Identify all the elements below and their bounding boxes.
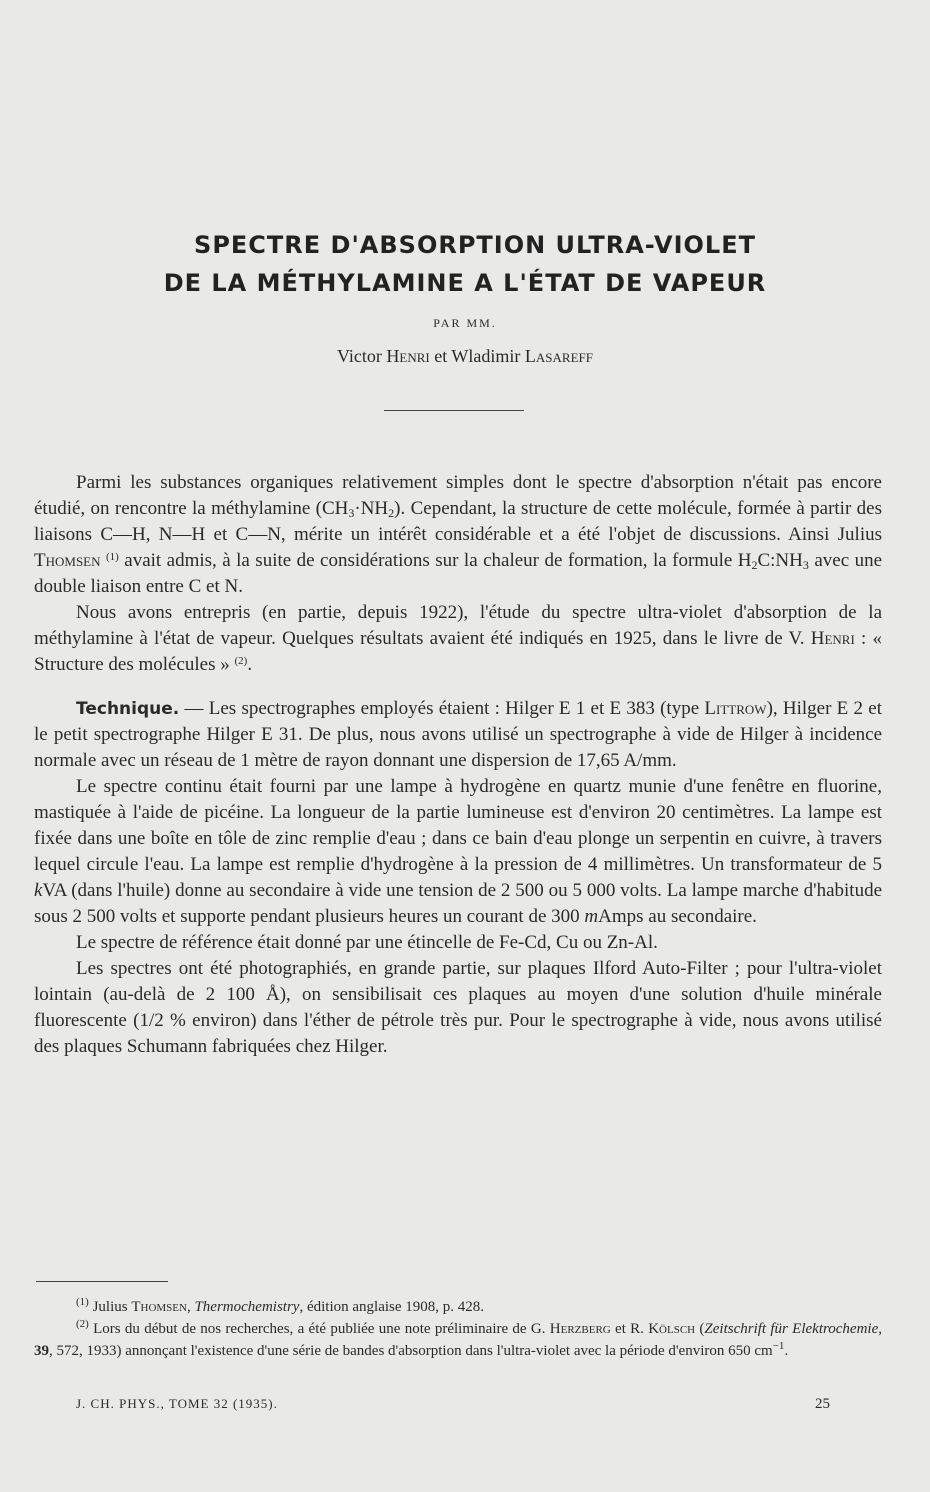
footnote-ref-2: (2) [234, 655, 248, 667]
footnote-2: $^{(2)}$ Lors du début de nos recherches, a été publiée une note préliminaire de G. Herzberg et R. Kölsch (Zeitschrift für Elektrochemie, 39, 572, 1933) annonçant l'existence d'une série de bandes d'absorption dans l'ultra-violet avec la période d'environ 650 $cm^{-1}$. [34, 1318, 882, 1359]
author2-first: Wladimir [451, 346, 521, 366]
section-heading-technique: Technique. [76, 699, 180, 719]
byline-par: PAR MM. [433, 316, 497, 330]
footnotes [34, 1296, 882, 1362]
footnote-ref-1: (1) [105, 551, 119, 563]
page-number: 25 [815, 1396, 830, 1412]
title-line-1: SPECTRE D'ABSORPTION ULTRA-VIOLET [194, 231, 756, 259]
authors-line [0, 346, 930, 367]
author2-last: Lasareff [524, 346, 593, 366]
title-line-2: DE LA MÉTHYLAMINE A L'ÉTAT DE VAPEUR [163, 269, 767, 297]
author-separator: et [434, 346, 448, 366]
title-divider [384, 410, 524, 411]
article-body [34, 470, 882, 1060]
author1-first: Victor [337, 346, 382, 366]
paragraph-intro: Parmi les substances organiques relativement simples dont le spectre d'absorption n'était pas encore étudié, on rencontre la méthylamine $(CH_3\cdot NH_2)$. Cependant, la structure de cette molécule, formée à partir des liaisons C—H, N—H et C—N, mérite un intérêt considérable et a été l'objet de discussions. Ainsi Julius Thomsen $^{(1)}$ avait admis, à la suite de considérations sur la chaleur de formation, la formule $H_2C:NH_3$ avec une double liaison entre C et N. [34, 472, 883, 597]
paragraph-plates: Les spectres ont été photographiés, en grande partie, sur plaques Ilford Auto-Filter ; pour l'ultra-violet lointain (au-delà de 2 100 Å), on sensibilisait ces plaques au moyen d'une solution d'huile minérale fluorescente (1/2 % environ) dans l'éther de pétrole très pur. Pour le spectrographe à vide, nous avons utilisé des plaques Schumann fabriquées chez Hilger. [34, 958, 882, 1057]
footnote-divider [36, 1281, 168, 1282]
author-ref-henri: Henri [810, 628, 855, 649]
paragraph-reference-spectrum: Le spectre de référence était donné par une étincelle de Fe-Cd, Cu ou Zn-Al. [76, 932, 658, 953]
paragraph-technique: Technique. — Les spectrographes employés étaient : Hilger E 1 et E 383 (type Littrow), Hilger E 2 et le petit spectrographe Hilger E 31. De plus, nous avons utilisé un spectrographe à vide de Hilger à incidence normale avec un réseau de 1 mètre de rayon donnant une dispersion de 17,65 A/mm. [34, 698, 883, 771]
author-ref-thomsen: Thomsen [34, 550, 101, 571]
paragraph-lamp: Le spectre continu était fourni par une lampe à hydrogène en quartz munie d'une fenêtre en fluorine, mastiquée à l'aide de picéine. La longueur de la partie lumineuse est d'environ 20 centimètres. La lampe est fixée dans une boîte en tôle de zinc remplie d'eau ; dans ce bain d'eau plonge un serpentin en cuivre, à travers lequel circule l'eau. La lampe est remplie d'hydrogène à la pression de 4 millimètres. Un transformateur de 5 kVA (dans l'huile) donne au secondaire à vide une tension de 2 500 ou 5 000 volts. La lampe marche d'habitude sous 2 500 volts et supporte pendant plusieurs heures un courant de 300 mAmps au secondaire. [34, 776, 882, 927]
footnote-1: $^{(1)}$ Julius Thomsen, Thermochemistry, édition anglaise 1908, p. 428. [76, 1296, 485, 1315]
author1-last: Henri [386, 346, 430, 366]
journal-reference: J. CH. PHYS., TOME 32 (1935). [76, 1396, 278, 1411]
paragraph-history: Nous avons entrepris (en partie, depuis 1922), l'étude du spectre ultra-violet d'absorption de la méthylamine à l'état de vapeur. Quelques résultats avaient été indiqués en 1925, dans le livre de V. Henri : « Structure des molécules » $^{(2)}$. [34, 602, 882, 675]
